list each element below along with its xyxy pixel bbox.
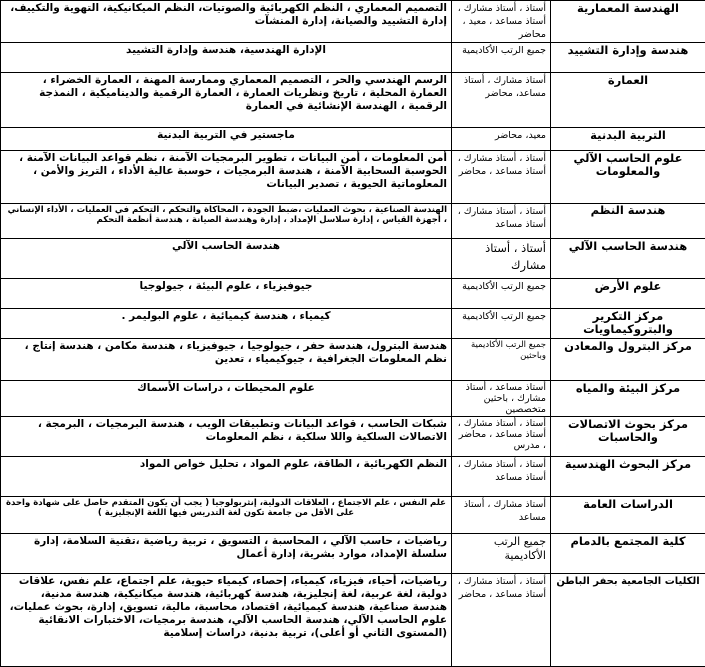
department-cell: الكليات الجامعية بحفر الباطن <box>551 574 705 667</box>
specialization-cell: الرسم الهندسي والحر ، التصميم المعماري وممارسة المهنة ، العمارة الخضراء ، العمارة المحلية ، تاريخ ونظريات العمارة ، العمارة الرقمية والديناميكية ، النمذجة الرقمية ، الهندسة الإنشائية في العمارة <box>1 73 452 128</box>
rank-cell: أستاذ ، أستاذ مشارك <box>452 239 551 279</box>
table-row <box>1 128 705 151</box>
table-row <box>1 73 705 128</box>
rank-cell: أستاذ ، أستاذ مشارك ، أستاذ مساعد ، محاضر <box>452 151 551 204</box>
table-row <box>1 1 705 43</box>
rank-cell: معيد، محاضر <box>452 128 551 151</box>
rank-cell: أستاذ مشارك ، أستاذ مساعد، محاضر <box>452 73 551 128</box>
specialization-cell: هندسة البترول، هندسة حفر ، جيولوجيا ، جيوفيزياء ، هندسة مكامن ، هندسة إنتاج ، نظم المعلومات الجغرافية ، جيوكيمياء ، تعدين <box>1 339 452 381</box>
specialization-cell: أمن المعلومات ، أمن البيانات ، تطوير البرمجيات الآمنة ، نظم قواعد البيانات الآمنة ، الحوسبة السحابية الآمنة ، هندسة البرمجيات ، حوسبة عالية الأداء ، التريز والأمن ، المعلوماتية الحيوية ، تصدير البيانات <box>1 151 452 204</box>
rank-cell: أستاذ مشارك ، أستاذ مساعد <box>452 497 551 534</box>
specialization-cell: هندسة الحاسب الآلي <box>1 239 452 279</box>
department-cell: العمارة <box>551 73 705 128</box>
rank-cell: جميع الرتب الأكاديمية <box>452 309 551 339</box>
specialization-cell: التصميم المعماري ، النظم الكهربائية والصوتيات، النظم الميكانيكية، التهوية والتكييف، إدارة التشييد والصيانة، إدارة المنشآت <box>1 1 452 43</box>
department-cell: كلية المجتمع بالدمام <box>551 534 705 574</box>
specialization-cell: كيمياء ، هندسة كيميائية ، علوم البوليمر . <box>1 309 452 339</box>
department-cell: الهندسة المعمارية <box>551 1 705 43</box>
rank-cell: أستاذ ، أستاذ مشارك ، أستاذ مساعد ، محاضر ، مدرس <box>452 417 551 457</box>
table-row <box>1 309 705 339</box>
rank-cell: جميع الرتب الأكاديمية <box>452 43 551 73</box>
table-row <box>1 204 705 239</box>
table-row <box>1 43 705 73</box>
department-cell: مركز البيئة والمياه <box>551 381 705 417</box>
specialization-cell: النظم الكهربائية ، الطاقة، علوم المواد ، تحليل خواص المواد <box>1 457 452 497</box>
table-row <box>1 417 705 457</box>
rank-cell: أستاذ مساعد ، أستاذ مشارك ، باحثين متخصصين <box>452 381 551 417</box>
rank-cell: أستاذ ، أستاذ مشارك ، أستاذ مساعد <box>452 457 551 497</box>
department-cell: هندسة وإدارة التشييد <box>551 43 705 73</box>
department-cell: علوم الأرض <box>551 279 705 309</box>
specialization-cell: شبكات الحاسب ، قواعد البيانات وتطبيقات الويب ، هندسة البرمجيات ، البرمجة ، الاتصالات السلكية واللا سلكية ، نظم المعلومات <box>1 417 452 457</box>
department-cell: الدراسات العامة <box>551 497 705 534</box>
specialization-cell: ماجستير في التربية البدنية <box>1 128 452 151</box>
specialization-cell: رياضيات، أحياء، فيزياء، كيمياء، إحصاء، كيمياء حيوية، علم اجتماع، علم نفس، علاقات دولية، لغة عربية، لغة إنجليزية، هندسة كهربائية، هندسة ميكانيكية، هندسة مدنية، هندسة صناعية، هندسة كيميائية، اقتصاد، محاسبة، مالية، تسويق، إدارة، بحوث عمليات، علوم الحاسب الآلي، هندسة الحاسب الآلي، هندسة برمجيات، الاختبارات الانقائية (المستوى الثاني أو أعلى)، تربية بدنية، دراسات إسلامية <box>1 574 452 667</box>
rank-cell: جميع الرتب الأكاديمية <box>452 534 551 574</box>
rank-cell: جميع الرتب الأكاديمية <box>452 279 551 309</box>
table-row <box>1 457 705 497</box>
department-cell: هندسة النظم <box>551 204 705 239</box>
table-row <box>1 381 705 417</box>
specialization-cell: علوم المحيطات ، دراسات الأسماك <box>1 381 452 417</box>
department-cell: مركز التكرير والبتروكيماويات <box>551 309 705 339</box>
specialization-cell: رياضيات ، حاسب الآلي ، المحاسبة ، التسويق ، تربية رياضية ،تقنية السلامة، إدارة سلسلة الإمداد، موارد بشرية، إدارة أعمال <box>1 534 452 574</box>
department-cell: مركز البترول والمعادن <box>551 339 705 381</box>
table-row <box>1 239 705 279</box>
department-cell: مركز بحوث الاتصالات والحاسبات <box>551 417 705 457</box>
table-row <box>1 339 705 381</box>
specialization-cell: الهندسة الصناعية ، بحوث العمليات ،ضبط الجودة ، المحاكاة والتحكم ، التحكم في العمليات ، الأداء الإنساني ، أجهزة القياس ، إدارة سلاسل الإمداد ، إدارة وهندسة الصيانة ، هندسة أنظمة التحكم <box>1 204 452 239</box>
table-row <box>1 574 705 667</box>
department-cell: مركز البحوث الهندسية <box>551 457 705 497</box>
rank-cell: أستاذ ، أستاذ مشارك ، أستاذ مساعد ، معيد ، محاضر <box>452 1 551 43</box>
specialization-cell: علم النفس ، علم الاجتماع ، العلاقات الدولية، إنثربولوجيا ( يجب أن يكون المتقدم حاصل على شهادة واحدة على الأقل من جامعة تكون لغة التدريس فيها اللغة الإنجليزية ) <box>1 497 452 534</box>
department-cell: التربية البدنية <box>551 128 705 151</box>
table-row <box>1 497 705 534</box>
specialization-cell: الإدارة الهندسية، هندسة وإدارة التشييد <box>1 43 452 73</box>
table-row <box>1 151 705 204</box>
department-cell: علوم الحاسب الآلي والمعلومات <box>551 151 705 204</box>
specialization-cell: جيوفيزياء ، علوم البيئة ، جيولوجيا <box>1 279 452 309</box>
table-row <box>1 534 705 574</box>
rank-cell: جميع الرتب الأكاديمية وباحثين <box>452 339 551 381</box>
department-cell: هندسة الحاسب الآلي <box>551 239 705 279</box>
table-row <box>1 279 705 309</box>
rank-cell: أستاذ ، أستاذ مشارك ، أستاذ مساعد ، محاضر <box>452 574 551 667</box>
rank-cell: أستاذ ، أستاذ مشارك ، أستاذ مساعد <box>452 204 551 239</box>
